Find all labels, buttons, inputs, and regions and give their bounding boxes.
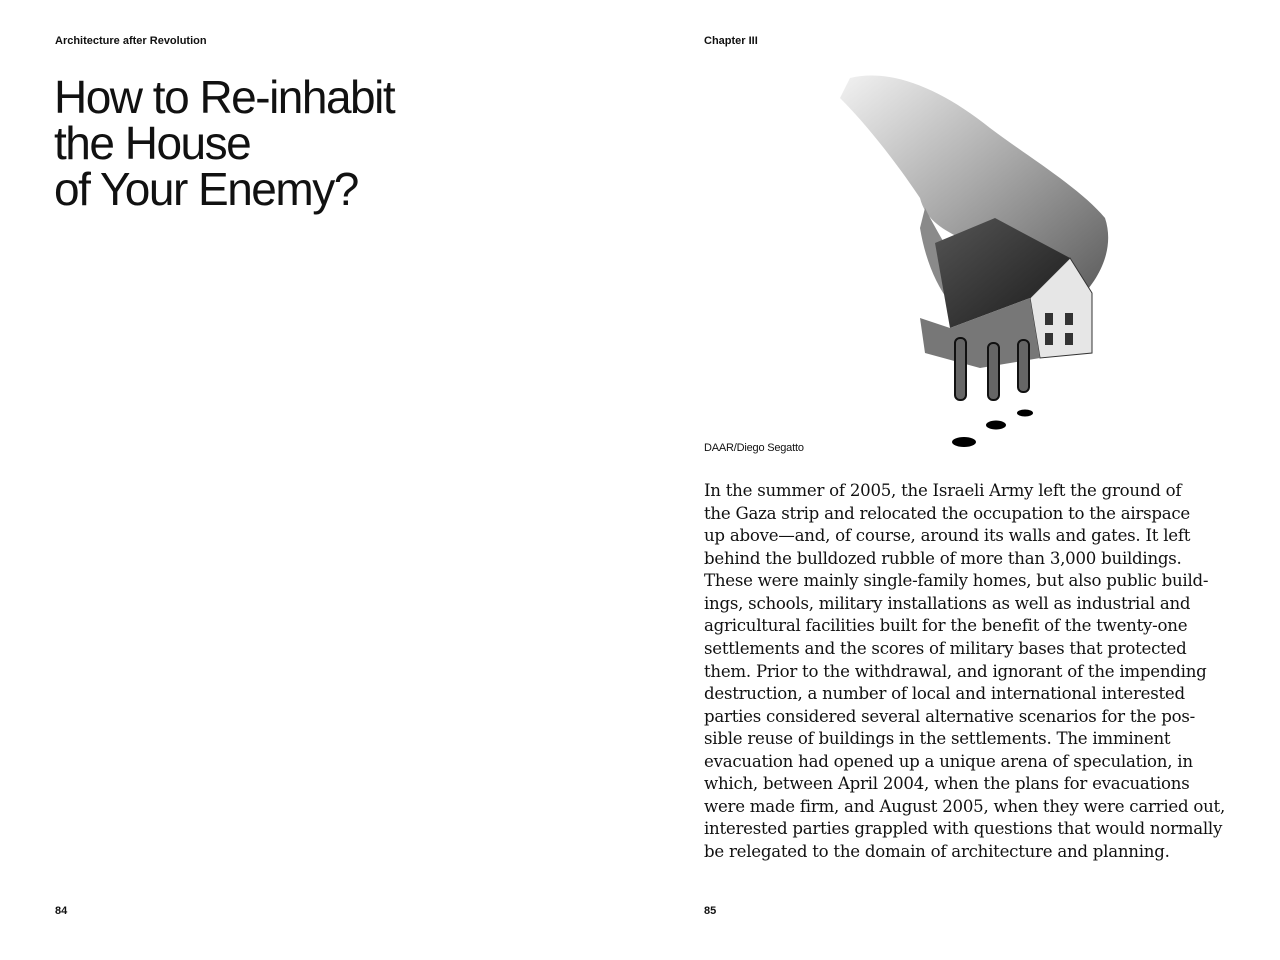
body-line: were made firm, and August 2005, when they were carried out, xyxy=(704,796,1225,816)
title-line: How to Re-inhabit xyxy=(54,71,395,123)
body-line: ings, schools, military installations as well as industrial and xyxy=(704,593,1191,613)
title-line: the House xyxy=(54,117,251,169)
running-head-left: Architecture after Revolution xyxy=(55,35,207,47)
body-line: interested parties grappled with questions that would normally xyxy=(704,819,1223,839)
page-number-right: 85 xyxy=(704,905,717,917)
figure-caption: DAAR/Diego Segatto xyxy=(704,442,804,454)
body-line: These were mainly single-family homes, but also public build- xyxy=(704,571,1209,591)
body-line: settlements and the scores of military bases that protected xyxy=(704,638,1187,658)
running-head-right: Chapter III xyxy=(704,35,758,47)
body-line: evacuation had opened up a unique arena of speculation, in xyxy=(704,751,1193,771)
body-line: the Gaza strip and relocated the occupation to the airspace xyxy=(704,503,1190,523)
chapter-title xyxy=(54,71,395,215)
body-line: agricultural facilities built for the benefit of the twenty-one xyxy=(704,616,1188,636)
body-line: In the summer of 2005, the Israeli Army left the ground of xyxy=(704,481,1182,500)
body-line: sible reuse of buildings in the settlements. The imminent xyxy=(704,729,1171,749)
title-line: of Your Enemy? xyxy=(54,163,358,215)
body-line: parties considered several alternative scenarios for the pos- xyxy=(704,706,1196,726)
body-text xyxy=(704,480,1225,864)
body-line: up above—and, of course, around its walls and gates. It left xyxy=(704,526,1191,546)
body-line: them. Prior to the withdrawal, and ignorant of the impending xyxy=(704,661,1207,681)
page-number-left: 84 xyxy=(55,905,68,917)
body-line: be relegated to the domain of architecture and planning. xyxy=(704,842,1170,861)
body-line: behind the bulldozed rubble of more than 3,000 buildings. xyxy=(704,548,1182,568)
body-line: destruction, a number of local and international interested xyxy=(704,684,1185,704)
body-line: which, between April 2004, when the plans for evacuations xyxy=(704,774,1190,794)
hand-holding-house-plug-image xyxy=(830,68,1120,453)
